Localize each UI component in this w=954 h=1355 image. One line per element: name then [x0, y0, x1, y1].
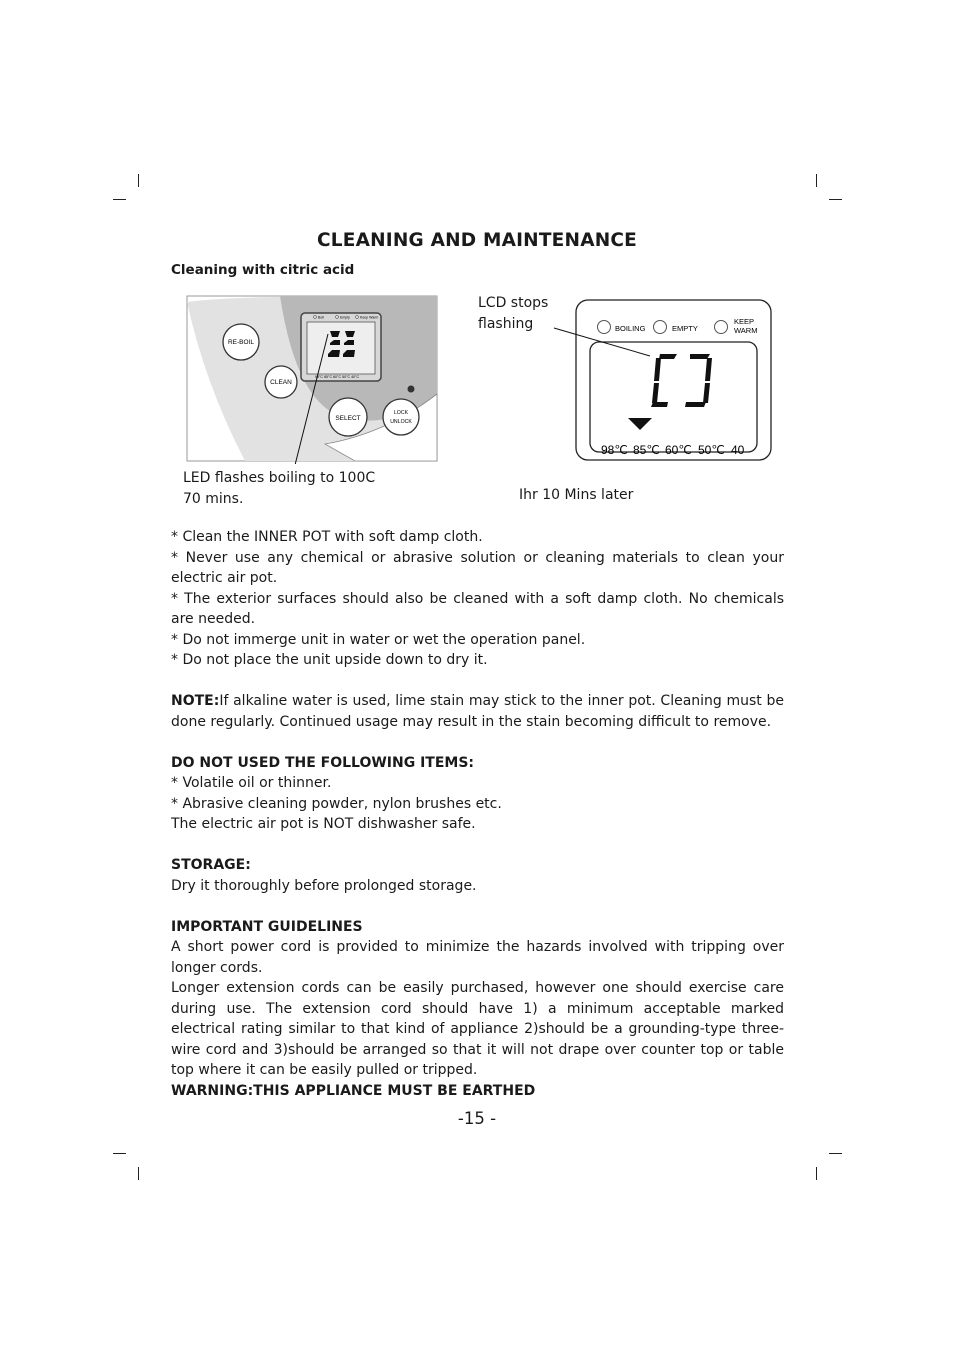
crop-mark — [829, 199, 842, 200]
bullet-item: * Do not place the unit upside down to dry it. — [171, 652, 488, 668]
warm-indicator-label: WARM — [734, 326, 758, 335]
lcd-figure-caption: Ihr 10 Mins later — [519, 487, 634, 503]
lcd-temp-98: 98℃ — [601, 443, 628, 457]
crop-mark — [829, 1153, 842, 1154]
lock-unlock-button[interactable] — [383, 399, 419, 435]
lock-button-label: LOCK — [393, 410, 409, 416]
clean-button-label: CLEAN — [270, 379, 292, 386]
body-text — [171, 527, 784, 1101]
keep-indicator-label: KEEP — [734, 317, 755, 326]
page-number: -15 - — [457, 1109, 497, 1128]
bullet-item: * Clean the INNER POT with soft damp cloth. — [171, 529, 483, 545]
status-led-icon — [408, 386, 415, 393]
bullet-item: * Do not immerge unit in water or wet the operation panel. — [171, 631, 586, 648]
storage-text: Dry it thoroughly before prolonged storage. — [171, 877, 477, 894]
unlock-button-label: UNLOCK — [390, 419, 412, 425]
lcd-temp-50: 50℃ — [698, 443, 725, 457]
guidelines-paragraph: A short power cord is provided to minimize the hazards involved with tripping over longer cords. — [171, 939, 784, 976]
keep-warm-indicator-icon — [715, 321, 728, 334]
crop-mark — [138, 174, 139, 187]
select-button-label: SELECT — [335, 415, 361, 422]
crop-mark — [816, 1167, 817, 1180]
storage-heading: STORAGE: — [171, 857, 251, 873]
reboil-button-label: RE-BOIL — [227, 339, 255, 346]
lcd-temp-60: 60℃ — [665, 443, 692, 457]
crop-mark — [113, 1153, 126, 1154]
lcd-label — [478, 293, 548, 335]
clean-button[interactable] — [265, 366, 297, 398]
note-paragraph — [171, 691, 784, 732]
page-title: CLEANING AND MAINTENANCE — [316, 230, 638, 251]
caption-line: 70 mins. — [183, 491, 244, 507]
caption-line: LED flashes boiling to 100C — [183, 470, 376, 486]
do-not-use-heading: DO NOT USED THE FOLLOWING ITEMS: — [171, 754, 475, 771]
boiling-indicator-label: BOILING — [615, 324, 646, 333]
reboil-button[interactable] — [223, 324, 259, 360]
boiling-indicator-icon — [598, 321, 611, 334]
lcd-label-line: flashing — [478, 316, 534, 332]
mini-indicator-boil: Boil — [318, 315, 324, 320]
lcd-label-line: LCD stops — [478, 295, 549, 311]
mini-indicator-empty: Empty — [340, 315, 350, 320]
bullet-item: * Never use any chemical or abrasive solution or cleaning materials to clean your electric air pot. — [171, 549, 784, 586]
mini-lcd-temps: 98°C 85°C 60°C 50°C 40°C — [315, 375, 360, 379]
do-not-use-item: The electric air pot is NOT dishwasher safe. — [171, 816, 476, 832]
crop-mark — [138, 1167, 139, 1180]
guidelines-paragraph: Longer extension cords can be easily purchased, however one should exercise care during use. The extension cord should have 1) a minimum acceptable marked electrical rating similar to that kind of appliance 2)should be a grounding-type three-wire cord and 3)should be arranged so that it will not drape over counter top or table top where it can be easily pulled or tripped. — [171, 980, 784, 1078]
crop-mark — [816, 174, 817, 187]
panel-figure-caption — [183, 468, 375, 510]
empty-indicator-icon — [654, 321, 667, 334]
do-not-use-item: * Abrasive cleaning powder, nylon brushes etc. — [171, 795, 502, 812]
note-label: NOTE: — [171, 693, 220, 709]
note-text: If alkaline water is used, lime stain may stick to the inner pot. Cleaning must be done regularly. Continued usage may result in the stain becoming difficult to remove. — [171, 693, 784, 730]
bullet-item: * The exterior surfaces should also be cleaned with a soft damp cloth. No chemicals are needed. — [171, 590, 784, 627]
lcd-temp-40: 40 — [731, 443, 745, 457]
lcd-temp-85: 85℃ — [633, 443, 660, 457]
warning-text: WARNING:THIS APPLIANCE MUST BE EARTHED — [171, 1082, 536, 1099]
crop-mark — [113, 199, 126, 200]
guidelines-heading: IMPORTANT GUIDELINES — [171, 918, 363, 935]
empty-indicator-label: EMPTY — [672, 324, 698, 333]
section-subtitle: Cleaning with citric acid — [171, 262, 355, 278]
mini-indicator-keep-warm: Keep Warm — [360, 315, 379, 320]
lcd-display-figure — [540, 296, 780, 466]
control-panel-figure — [185, 294, 440, 464]
select-button[interactable] — [329, 398, 367, 436]
do-not-use-item: * Volatile oil or thinner. — [171, 775, 332, 791]
